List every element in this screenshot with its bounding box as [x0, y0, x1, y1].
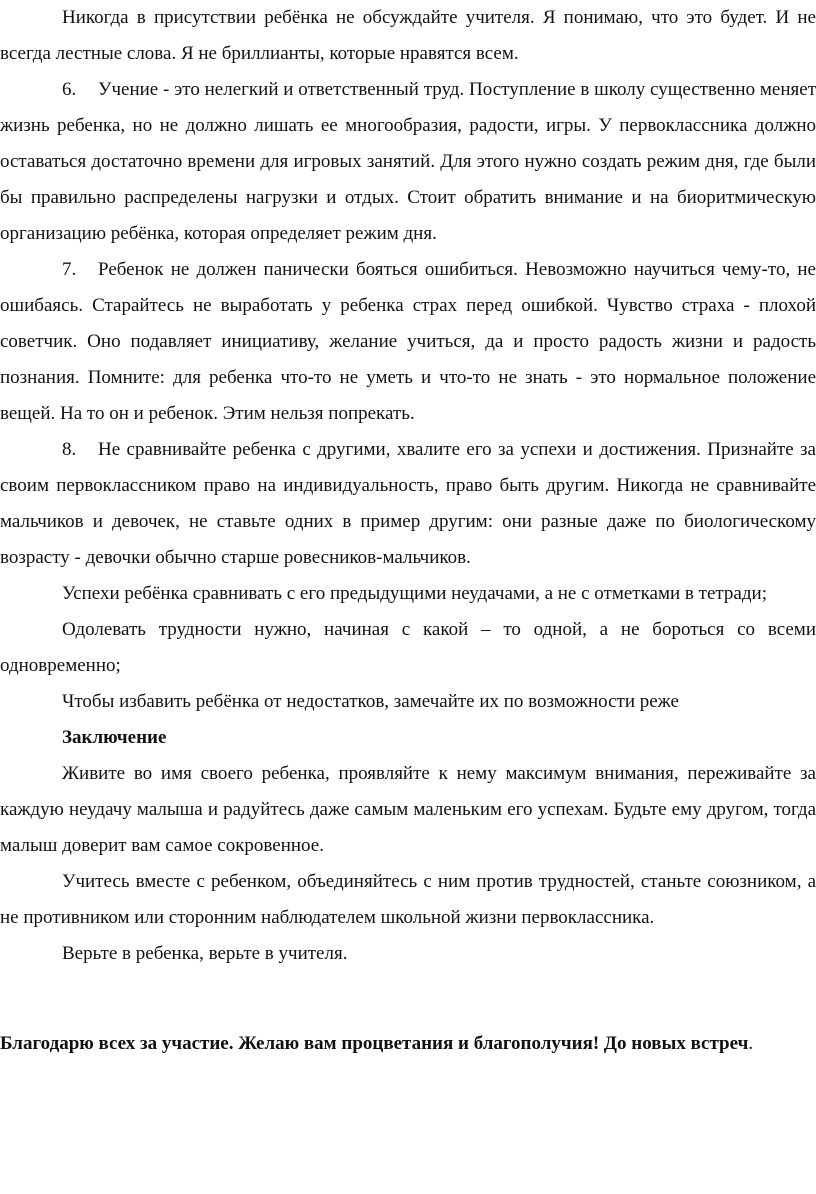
- paragraph-success: Успехи ребёнка сравнивать с его предыдущими неудачами, а не с отметками в тетради;: [62, 583, 767, 604]
- list-item-text: Учение - это нелегкий и ответственный труд. Поступление в школу существенно меняет жизнь ребенка, но не должно лишать ее многообразия, радости, игры. У первоклассника должно оставаться достаточно времени для игровых занятий. Для этого нужно создать режим дня, где были бы правильно распределены нагрузки и отдых. Стоит обратить внимание и на биоритмическую организацию ребёнка, которая определяет режим дня.: [0, 79, 816, 244]
- paragraph-live: Живите во имя своего ребенка, проявляйте к нему максимум внимания, переживайте за каждую неудачу малыша и радуйтесь даже самым маленьким его успехам. Будьте ему другом, тогда малыш доверит вам самое сокровенное.: [0, 763, 816, 856]
- list-item-text: Не сравнивайте ребенка с другими, хвалите его за успехи и достижения. Признайте за своим первоклассником право на индивидуальность, право быть другим. Никогда не сравнивайте мальчиков и девочек, не ставьте одних в пример другим: они разные даже по биологическому возрасту - девочки обычно старше ровесников-мальчиков.: [0, 439, 816, 568]
- list-number: 7.: [62, 259, 77, 280]
- closing-text: Благодарю всех за участие. Желаю вам процветания и благополучия! До новых встреч: [0, 1033, 749, 1054]
- closing-period: .: [748, 1033, 754, 1054]
- list-number: 8.: [62, 439, 77, 460]
- paragraph-teacher: Никогда в присутствии ребёнка не обсуждайте учителя. Я понимаю, что это будет. И не всегда лестные слова. Я не бриллианты, которые нравятся всем.: [0, 7, 816, 64]
- list-item-7: [0, 252, 816, 432]
- list-number: 6.: [62, 79, 77, 100]
- list-item-text: Ребенок не должен панически бояться ошибиться. Невозможно научиться чему-то, не ошибаясь. Старайтесь не выработать у ребенка страх перед ошибкой. Чувство страха - плохой советчик. Оно подавляет инициативу, желание учиться, да и просто радость жизни и радость познания. Помните: для ребенка что-то не уметь и что-то не знать - это нормальное положение вещей. На то он и ребенок. Этим нельзя попрекать.: [0, 259, 816, 424]
- blank-space: [0, 972, 816, 1026]
- closing-statement: [0, 1026, 816, 1062]
- list-item-6: [0, 72, 816, 252]
- paragraph-overcome: Одолевать трудности нужно, начиная с какой – то одной, а не бороться со всеми одновременно;: [0, 619, 816, 676]
- list-item-8: [0, 432, 816, 576]
- conclusion-heading: Заключение: [62, 727, 167, 748]
- paragraph-believe: Верьте в ребенка, верьте в учителя.: [62, 943, 348, 964]
- paragraph-learn: Учитесь вместе с ребенком, объединяйтесь с ним против трудностей, станьте союзником, а не противником или сторонним наблюдателем школьной жизни первоклассника.: [0, 871, 816, 928]
- paragraph-rid: Чтобы избавить ребёнка от недостатков, замечайте их по возможности реже: [62, 691, 679, 712]
